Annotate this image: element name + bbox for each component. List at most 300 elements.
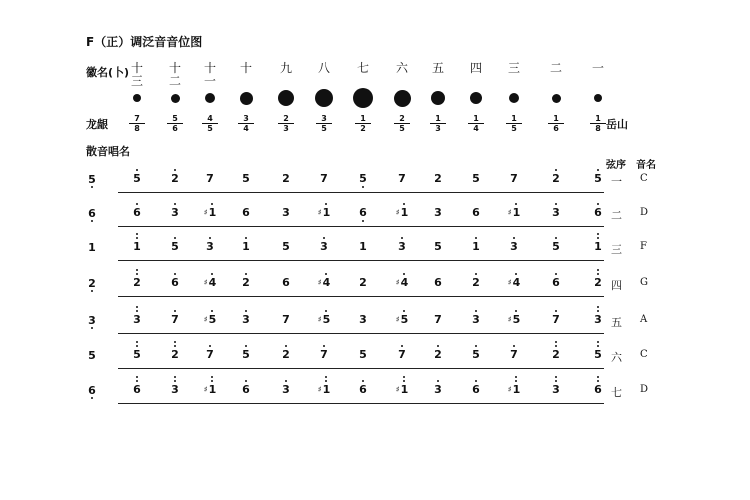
harmonic-cell [503, 241, 525, 253]
note-digit: 5 [133, 172, 141, 185]
note-digit: 6 [88, 384, 96, 397]
harmonic-cell [199, 384, 221, 396]
jianpu-note [508, 314, 521, 326]
note-digit: 7 [398, 172, 406, 185]
octave-up-dot [403, 203, 405, 205]
octave-up-dot [325, 380, 327, 382]
row-divider [118, 296, 604, 297]
harmonic-cell [275, 314, 297, 326]
harmonic-cell [126, 384, 148, 396]
octave-up-dot [174, 341, 176, 343]
harmonic-cell [313, 314, 335, 326]
octave-up-dot [437, 380, 439, 382]
fraction-denominator: 4 [473, 124, 479, 133]
octave-up-dot [245, 237, 247, 239]
harmonic-cell [465, 314, 487, 326]
fraction-numerator: 3 [238, 114, 254, 124]
jianpu-note [133, 241, 141, 253]
jianpu-note [171, 241, 179, 253]
jianpu-note [282, 314, 290, 326]
harmonic-cell [275, 349, 297, 361]
note-digit: 2 [359, 276, 367, 289]
octave-up-dot [174, 310, 176, 312]
octave-up-dot [475, 345, 477, 347]
note-digit: 5 [88, 173, 96, 186]
jianpu-note [282, 349, 290, 361]
harmonic-cell [126, 173, 148, 185]
note-digit: 2 [171, 348, 179, 361]
harmonic-cell [545, 277, 567, 289]
note-digit: 5 [171, 240, 179, 253]
note-digit: 4 [208, 276, 217, 289]
note-digit: 5 [322, 313, 331, 326]
sharp-icon: ♯ [395, 278, 400, 287]
fraction-numerator: 1 [355, 114, 371, 124]
note-digit: 1 [322, 206, 331, 219]
harmonic-cell [545, 349, 567, 361]
fraction [548, 114, 564, 133]
sharp-icon: ♯ [317, 315, 322, 324]
harmonic-cell [275, 384, 297, 396]
octave-up-dot [597, 269, 599, 271]
note-digit: 6 [242, 383, 250, 396]
octave-up-dot [325, 376, 327, 378]
harmonic-cell [313, 241, 335, 253]
string-order-header: 弦序 [606, 160, 626, 171]
harmonic-cell [164, 314, 186, 326]
jianpu-note [204, 314, 217, 326]
octave-up-dot [174, 273, 176, 275]
note-digit: 5 [282, 240, 290, 253]
hui-name [544, 62, 568, 75]
octave-up-dot [245, 345, 247, 347]
string-number: 七 [611, 386, 622, 399]
hui-name-char: 一 [203, 74, 216, 88]
jianpu-note [396, 314, 409, 326]
fraction [590, 114, 606, 133]
jianpu-note [552, 277, 560, 289]
harmonic-cell [235, 207, 257, 219]
note-digit: 2 [88, 277, 96, 290]
octave-up-dot [325, 273, 327, 275]
hui-name-char: 十 [203, 61, 216, 75]
fraction [355, 114, 371, 133]
note-digit: 6 [88, 207, 96, 220]
fraction-denominator: 3 [435, 124, 441, 133]
jianpu-note [242, 349, 250, 361]
octave-up-dot [211, 310, 213, 312]
fraction-denominator: 8 [595, 124, 601, 133]
hui-dot [431, 91, 445, 105]
octave-up-dot [325, 203, 327, 205]
jianpu-note [171, 207, 179, 219]
harmonic-cell [465, 384, 487, 396]
note-digit: 3 [434, 206, 442, 219]
jianpu-note [359, 207, 367, 219]
hui-label: 徽名(卜) [86, 66, 130, 79]
string-number: 四 [611, 279, 622, 292]
harmonic-cell [313, 277, 335, 289]
jianpu-note [242, 173, 250, 185]
jianpu-note [594, 314, 602, 326]
octave-up-dot [211, 203, 213, 205]
octave-up-dot [285, 380, 287, 382]
octave-up-dot [475, 380, 477, 382]
jianpu-note [359, 241, 367, 253]
jianpu-note [171, 384, 179, 396]
note-name: F [640, 241, 647, 252]
jianpu-note [242, 314, 250, 326]
hui-name-char: 三 [130, 74, 143, 88]
octave-up-dot [285, 345, 287, 347]
row-divider [118, 192, 604, 193]
jianpu-note [171, 173, 179, 185]
note-digit: 1 [472, 240, 480, 253]
note-digit: 7 [206, 172, 214, 185]
fraction [316, 114, 332, 133]
note-digit: 5 [512, 313, 521, 326]
harmonic-cell [199, 173, 221, 185]
octave-up-dot [555, 203, 557, 205]
note-digit: 3 [320, 240, 328, 253]
hui-dot [552, 94, 561, 103]
note-digit: 4 [400, 276, 409, 289]
jianpu-note [359, 173, 367, 185]
jianpu-note [359, 349, 367, 361]
note-digit: 1 [133, 240, 141, 253]
hui-dot [133, 94, 141, 102]
harmonic-cell [391, 277, 413, 289]
hui-dot [394, 90, 411, 107]
fraction [430, 114, 446, 133]
note-digit: 5 [594, 172, 602, 185]
harmonic-cell [275, 173, 297, 185]
note-digit: 6 [242, 206, 250, 219]
note-digit: 5 [594, 348, 602, 361]
octave-up-dot [136, 380, 138, 382]
hui-name [198, 62, 222, 88]
hui-name-char: 二 [549, 61, 562, 75]
open-string-note [86, 241, 98, 254]
hui-dot [205, 93, 215, 103]
harmonic-cell [199, 314, 221, 326]
octave-up-dot [555, 237, 557, 239]
note-digit: 3 [552, 383, 560, 396]
note-digit: 2 [282, 348, 290, 361]
jianpu-note [508, 207, 521, 219]
fraction-numerator: 1 [548, 114, 564, 124]
octave-up-dot [209, 237, 211, 239]
harmonic-cell [465, 349, 487, 361]
octave-up-dot [245, 310, 247, 312]
jianpu-note [133, 277, 141, 289]
fraction-numerator: 1 [468, 114, 484, 124]
note-digit: 1 [208, 206, 217, 219]
jianpu-note [472, 207, 480, 219]
jianpu-note [320, 173, 328, 185]
sharp-icon: ♯ [395, 315, 400, 324]
jianpu-note [552, 207, 560, 219]
note-digit: 1 [208, 383, 217, 396]
jianpu-note [359, 314, 367, 326]
note-digit: 2 [242, 276, 250, 289]
octave-up-dot [174, 345, 176, 347]
hui-name-char: 九 [279, 61, 292, 75]
jianpu-note [320, 349, 328, 361]
octave-up-dot [136, 169, 138, 171]
octave-up-dot [245, 273, 247, 275]
sharp-icon: ♯ [507, 278, 512, 287]
hui-name-char: 七 [356, 61, 369, 75]
jianpu-note [206, 173, 214, 185]
note-digit: 3 [242, 313, 250, 326]
octave-up-dot [136, 237, 138, 239]
harmonic-cell [313, 173, 335, 185]
octave-up-dot [136, 306, 138, 308]
harmonic-cell [126, 241, 148, 253]
octave-down-dot [91, 186, 93, 188]
note-digit: 5 [359, 172, 367, 185]
hui-name-char: 十 [168, 61, 181, 75]
note-digit: 1 [242, 240, 250, 253]
hui-dot [240, 92, 253, 105]
harmonic-cell [164, 384, 186, 396]
octave-down-dot [362, 186, 364, 188]
octave-down-dot [91, 290, 93, 292]
fraction-denominator: 3 [283, 124, 289, 133]
octave-up-dot [403, 376, 405, 378]
harmonic-cell [126, 349, 148, 361]
note-digit: 6 [171, 276, 179, 289]
harmonic-cell [199, 349, 221, 361]
fraction [202, 114, 218, 133]
octave-up-dot [136, 269, 138, 271]
octave-up-dot [597, 345, 599, 347]
jianpu-note [594, 207, 602, 219]
jianpu-note [396, 277, 409, 289]
hui-name [426, 62, 450, 75]
octave-up-dot [475, 237, 477, 239]
hui-dot [278, 90, 294, 106]
harmonic-cell [164, 349, 186, 361]
sharp-icon: ♯ [395, 385, 400, 394]
note-digit: 7 [552, 313, 560, 326]
jianpu-note [434, 173, 442, 185]
jianpu-note [552, 349, 560, 361]
harmonic-cell [427, 173, 449, 185]
hui-name-char: 十 [239, 61, 252, 75]
jianpu-note [434, 384, 442, 396]
octave-up-dot [323, 345, 325, 347]
octave-up-dot [362, 380, 364, 382]
hui-name-char: 八 [317, 61, 330, 75]
jianpu-note [204, 207, 217, 219]
jianpu-note [318, 384, 331, 396]
open-string-note [86, 173, 98, 186]
harmonic-cell [587, 241, 609, 253]
note-digit: 2 [594, 276, 602, 289]
jianpu-note [359, 384, 367, 396]
harmonic-cell [352, 384, 374, 396]
jianpu-note [552, 314, 560, 326]
fraction-denominator: 8 [134, 124, 140, 133]
octave-up-dot [513, 345, 515, 347]
note-digit: 7 [510, 348, 518, 361]
row-divider [118, 368, 604, 369]
note-digit: 1 [322, 383, 331, 396]
note-digit: 1 [594, 240, 602, 253]
harmonic-cell [465, 207, 487, 219]
note-digit: 6 [359, 206, 367, 219]
note-digit: 1 [400, 383, 409, 396]
octave-up-dot [597, 341, 599, 343]
octave-up-dot [555, 380, 557, 382]
note-digit: 1 [512, 206, 521, 219]
note-digit: 4 [322, 276, 331, 289]
sharp-icon: ♯ [507, 208, 512, 217]
note-digit: 5 [242, 348, 250, 361]
hui-dot [470, 92, 482, 104]
harmonic-cell [235, 277, 257, 289]
octave-up-dot [515, 203, 517, 205]
note-digit: 1 [88, 241, 96, 254]
note-name: G [640, 277, 648, 288]
note-digit: 5 [472, 348, 480, 361]
fraction [278, 114, 294, 133]
hui-name [163, 62, 187, 88]
octave-up-dot [136, 233, 138, 235]
note-digit: 5 [552, 240, 560, 253]
note-digit: 2 [133, 276, 141, 289]
hui-name-char: 十 [130, 61, 143, 75]
harmonic-cell [427, 277, 449, 289]
jianpu-note [88, 277, 96, 290]
page-title: F（正）调泛音音位图 [86, 35, 203, 49]
jianpu-note [88, 207, 96, 220]
jianpu-note [133, 349, 141, 361]
octave-up-dot [174, 380, 176, 382]
jianpu-note [133, 384, 141, 396]
octave-up-dot [136, 345, 138, 347]
jianpu-note [396, 384, 409, 396]
jianpu-note [552, 384, 560, 396]
jianpu-note [552, 241, 560, 253]
note-digit: 5 [242, 172, 250, 185]
fraction-numerator: 2 [278, 114, 294, 124]
note-digit: 6 [552, 276, 560, 289]
jianpu-note [242, 277, 250, 289]
open-string-note [86, 349, 98, 362]
harmonic-cell [352, 314, 374, 326]
note-digit: 2 [552, 348, 560, 361]
hui-name [234, 62, 258, 75]
jianpu-note [594, 349, 602, 361]
jianpu-note [359, 277, 367, 289]
note-digit: 5 [88, 349, 96, 362]
harmonic-cell [427, 314, 449, 326]
hui-name [390, 62, 414, 75]
jianpu-note [510, 241, 518, 253]
string-number: 一 [611, 175, 622, 188]
row-divider [118, 260, 604, 261]
jianpu-note [318, 207, 331, 219]
jianpu-note [472, 173, 480, 185]
octave-up-dot [403, 273, 405, 275]
fraction [167, 114, 183, 133]
note-digit: 2 [282, 172, 290, 185]
hui-name-char: 六 [395, 61, 408, 75]
jianpu-note [594, 241, 602, 253]
jianpu-note [434, 241, 442, 253]
note-digit: 7 [206, 348, 214, 361]
fraction [394, 114, 410, 133]
harmonic-cell [545, 207, 567, 219]
jianpu-note [88, 314, 96, 327]
octave-up-dot [597, 233, 599, 235]
harmonic-cell [164, 241, 186, 253]
row-divider [118, 333, 604, 334]
sharp-icon: ♯ [507, 385, 512, 394]
note-digit: 3 [171, 206, 179, 219]
note-digit: 3 [282, 206, 290, 219]
row-divider [118, 403, 604, 404]
note-digit: 3 [282, 383, 290, 396]
jianpu-note [282, 173, 290, 185]
harmonic-cell [164, 207, 186, 219]
fraction-denominator: 5 [207, 124, 213, 133]
note-digit: 6 [594, 383, 602, 396]
jianpu-note [472, 277, 480, 289]
note-digit: 7 [320, 348, 328, 361]
sharp-icon: ♯ [203, 385, 208, 394]
note-digit: 5 [472, 172, 480, 185]
octave-up-dot [597, 237, 599, 239]
octave-up-dot [437, 345, 439, 347]
harmonic-cell [587, 384, 609, 396]
octave-up-dot [515, 273, 517, 275]
octave-up-dot [174, 376, 176, 378]
harmonic-cell [126, 277, 148, 289]
hui-name-char: 二 [168, 74, 181, 88]
yueshan-label: 岳山 [606, 118, 628, 131]
sharp-icon: ♯ [203, 208, 208, 217]
hui-name [502, 62, 526, 75]
hui-name [125, 62, 149, 88]
note-digit: 6 [472, 383, 480, 396]
jianpu-note [472, 241, 480, 253]
note-name: D [640, 207, 649, 218]
harmonic-cell [391, 207, 413, 219]
harmonic-cell [313, 384, 335, 396]
note-digit: 1 [512, 383, 521, 396]
octave-up-dot [475, 273, 477, 275]
jianpu-note [88, 173, 96, 186]
jianpu-note [282, 207, 290, 219]
jianpu-note [472, 384, 480, 396]
jianpu-note [594, 384, 602, 396]
note-digit: 5 [434, 240, 442, 253]
fraction [468, 114, 484, 133]
note-name-header: 音名 [636, 160, 656, 171]
octave-up-dot [323, 237, 325, 239]
note-digit: 2 [472, 276, 480, 289]
fraction-numerator: 1 [430, 114, 446, 124]
note-digit: 3 [594, 313, 602, 326]
sharp-icon: ♯ [317, 208, 322, 217]
octave-up-dot [211, 380, 213, 382]
octave-up-dot [597, 273, 599, 275]
sharp-icon: ♯ [203, 278, 208, 287]
